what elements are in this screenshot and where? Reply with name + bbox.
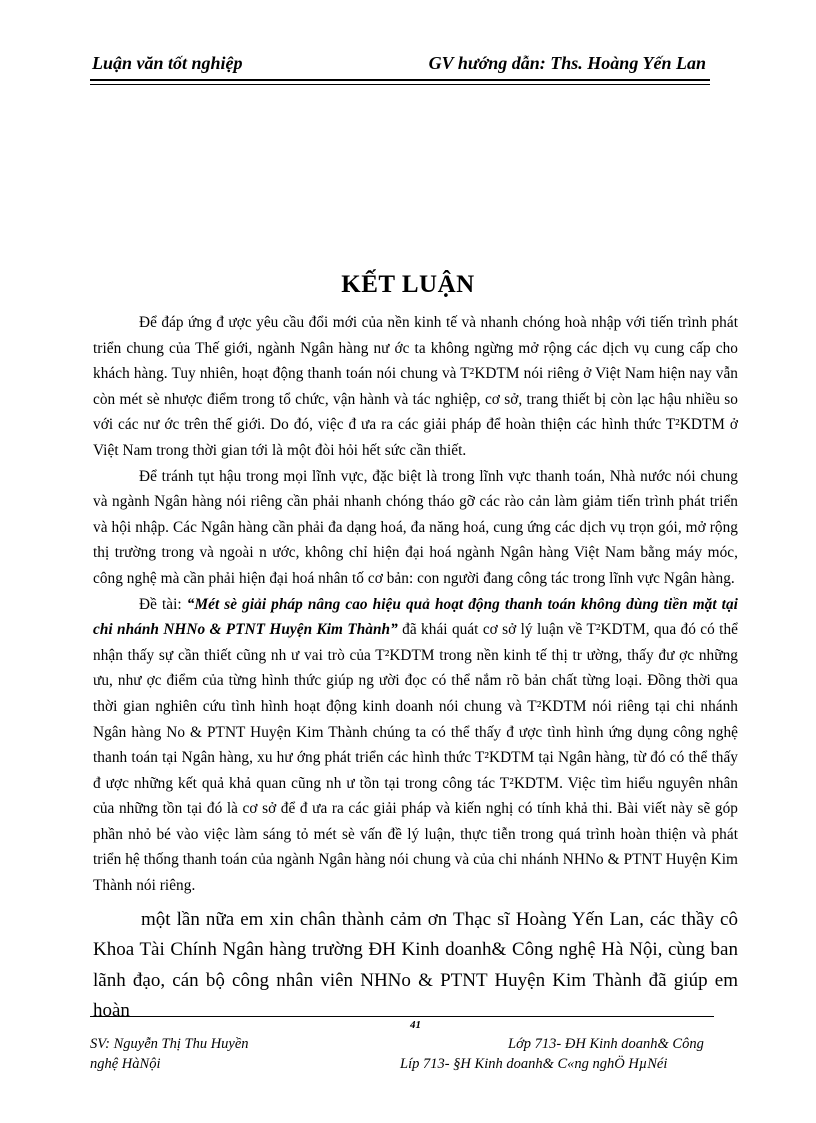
footer-rule <box>90 1016 714 1017</box>
header-advisor-label: GV hướng dẫn: Ths. Hoàng Yến Lan <box>428 53 706 73</box>
paragraph-2: Để tránh tụt hậu trong mọi lĩnh vực, đặc biệt là trong lĩnh vực thanh toán, Nhà nước nói chung và ngành Ngân hàng nói riêng cần phải nhanh chóng tháo gỡ các rào cản làm giảm tiến trình phát triển và hội nhập. Các Ngân hàng cần phải đa dạng hoá, đa năng hoá, cung ứng các dịch vụ trọn gói, mở rộng thị trường trong và ngoài n ước, không chỉ hiện đại hoá ngành Ngân hàng Việt Nam bằng máy móc, công nghệ mà cần phải hiện đại hoá nhân tố cơ bản: con người đang công tác trong lĩnh vực Ngân hàng. <box>93 467 738 587</box>
footer-student-name: SV: Nguyễn Thị Thu Huyền <box>90 1036 249 1052</box>
footer-city-label: nghệ HàNội <box>90 1056 161 1072</box>
footer-class-label-garbled: Líp 713- §H Kinh doanh& C«ng nghÖ HµNéi <box>400 1056 668 1072</box>
thesis-topic-title: “Mét sè giải pháp nâng cao hiệu quả hoạt động thanh toán không dùng tiền mặt tại chi nhánh NHNo & PTNT Huyện Kim Thành” <box>93 595 738 639</box>
acknowledgement-paragraph: một lần nữa em xin chân thành cảm ơn Thạc sĩ Hoàng Yến Lan, các thầy cô Khoa Tài Chính Ngân hàng trường ĐH Kinh doanh& Công nghệ Hà Nội, cùng ban lãnh đạo, cán bộ công nhân viên NHNo & PTNT Huyện Kim Thành đã giúp em hoàn <box>93 909 738 1021</box>
footer-class-label: Lớp 713- ĐH Kinh doanh& Công <box>508 1036 704 1052</box>
page-header <box>90 52 710 78</box>
header-rule-thick <box>90 79 710 81</box>
body-text <box>93 310 738 899</box>
header-rule-thin <box>90 84 710 85</box>
closing-text <box>93 905 738 1026</box>
page-number: 41 <box>410 1019 421 1031</box>
paragraph-1: Để đáp ứng đ ược yêu cầu đổi mới của nền kinh tế và nhanh chóng hoà nhập với tiến trình phát triển chung của Thế giới, ngành Ngân hàng nư ớc ta không ngừng mở rộng các dịch vụ cung cấp cho khách hàng. Tuy nhiên, hoạt động thanh toán nói chung và T²KDTM nói riêng ở Việt Nam hiện nay vẫn còn mét sè nhược điểm trong tổ chức, vận hành và tác nghiệp, cơ sở, trang thiết bị còn lạc hậu nhiều so với các nư ớc trên thế giới. Do đó, việc đ ưa ra các giải pháp để hoàn thiện các hình thức T²KDTM ở Việt Nam trong thời gian tới là một đòi hỏi hết sức cần thiết. <box>93 314 738 459</box>
paragraph-3-lead: Đề tài: <box>139 595 187 613</box>
header-thesis-label: Luận văn tốt nghiệp <box>92 53 243 73</box>
paragraph-3-body: đã khái quát cơ sở lý luận về T²KDTM, qua đó có thể nhận thấy sự cần thiết cũng nh ư vai trò của T²KDTM trong nền kinh tế thị tr ường, thấy đư ợc những ưu, như ợc điểm của từng hình thức giúp ng ười đọc có thể nắm rõ bản chất từng loại. Đồng thời qua thời gian nghiên cứu tình hình hoạt động kinh doanh nói chung và T²KDTM nói riêng tại chi nhánh Ngân hàng No & PTNT Huyện Kim Thành chúng ta có thể thấy đ ược tình hình ứng dụng công nghệ thanh toán tại Ngân hàng, xu hư ớng phát triển các hình thức T²KDTM tại Ngân hàng, từ đó có thể thấy đ ược những kết quả khả quan cũng nh ư tồn tại trong công tác T²KDTM. Việc tìm hiểu nguyên nhân của những tồn tại đó là cơ sở để đ ưa ra các giải pháp và kiến nghị có tính khả thi. Bài viết này sẽ góp phần nhỏ bé vào việc làm sáng tỏ mét sè vấn đề lý luận, thực tiễn trong quá trình hoàn thiện và phát triển hệ thống thanh toán của ngành Ngân hàng nói chung và của chi nhánh NHNo & PTNT Huyện Kim Thành nói riêng. <box>93 621 738 895</box>
page-title: KẾT LUẬN <box>341 271 475 298</box>
paragraph-3 <box>93 592 738 899</box>
